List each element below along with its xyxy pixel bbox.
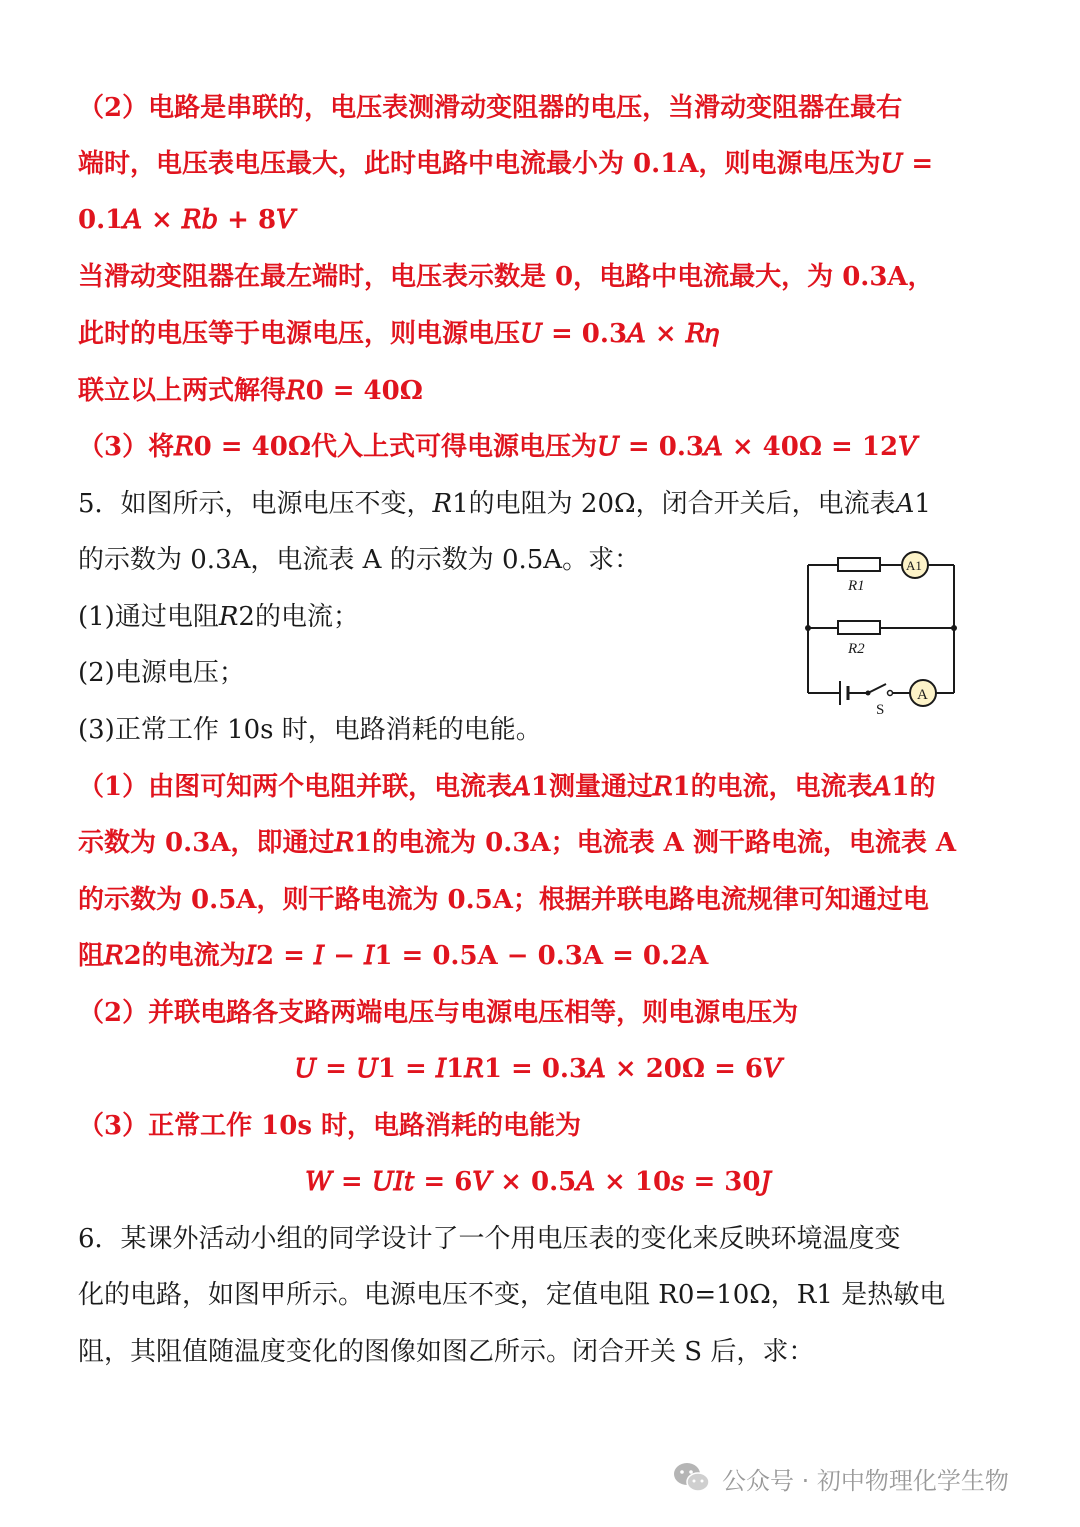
wechat-icon [672,1460,712,1496]
answer-5-3-line: （3）正常工作 10s 时，电路消耗的电能为 [78,1111,582,1141]
answer-4-2-line-1: （2）电路是串联的，电压表测滑动变阻器的电压，当滑动变阻器在最右 [78,93,903,123]
a-label: A [917,687,928,703]
watermark [672,1456,1009,1500]
answer-4-2-line-2: 端时，电压表电压最大，此时电路中电流最小为 0.1A，则电源电压为𝑈 = [78,149,934,179]
resistor-r1 [838,558,880,571]
watermark-text: 公众号 · 初中物理化学生物 [722,1466,1009,1495]
question-5-line-2: 的示数为 0.3A，电流表 A 的示数为 0.5A。求： [78,545,641,575]
parallel-circuit-diagram [800,548,965,723]
s-label: S [876,702,885,718]
question-5-line-1: 5．如图所示，电源电压不变，𝑅1的电阻为 20Ω，闭合开关后，电流表𝐴1 [78,489,931,519]
a1-label: A1 [906,558,922,573]
question-6-line-2: 化的电路，如图甲所示。电源电压不变，定值电阻 R0=10Ω，R1 是热敏电 [78,1280,946,1310]
answer-5-1-line-2: 示数为 0.3A，即通过𝑅1的电流为 0.3A；电流表 A 测干路电流，电流表 A [78,828,957,858]
answer-4-2-line-4: 当滑动变阻器在最左端时，电压表示数是 0，电路中电流最大，为 0.3A， [78,262,934,292]
answer-4-2-line-5: 此时的电压等于电源电压，则电源电压𝑈 = 0.3𝐴 × 𝑅𝜂 [78,319,720,349]
switch-pivot [866,691,871,696]
question-5-item-3: (3)正常工作 10s 时，电路消耗的电能。 [78,715,542,745]
switch-s-blade [868,684,886,693]
answer-4-2-line-3: 0.1𝐴 × 𝑅𝑏 + 8𝑉 [78,205,295,235]
question-5-item-1: (1)通过电阻𝑅2的电流； [78,602,359,632]
question-6-line-1: 6．某课外活动小组的同学设计了一个用电压表的变化来反映环境温度变 [78,1224,901,1254]
switch-contact [888,691,893,696]
r1-label: R1 [848,578,865,594]
answer-5-1-line-3: 的示数为 0.5A，则干路电流为 0.5A；根据并联电路电流规律可知通过电 [78,885,929,915]
resistor-r2 [838,621,880,634]
answer-5-1-line-1: （1）由图可知两个电阻并联，电流表𝐴1测量通过𝑅1的电流，电流表𝐴1的 [78,772,936,802]
answer-4-2-line-6: 联立以上两式解得𝑅0 = 40Ω [78,376,423,406]
answer-4-3-line: （3）将𝑅0 = 40Ω代入上式可得电源电压为𝑈 = 0.3𝐴 × 40Ω = 12𝑉 [78,432,917,462]
answer-5-2-line: （2）并联电路各支路两端电压与电源电压相等，则电源电压为 [78,998,799,1028]
junction-left [805,625,811,631]
answer-5-3-formula: 𝑊 = 𝑈𝐼𝑡 = 6𝑉 × 0.5𝐴 × 10𝑠 = 30𝐽 [305,1167,771,1197]
answer-5-2-formula: 𝑈 = 𝑈1 = 𝐼1𝑅1 = 0.3𝐴 × 20Ω = 6𝑉 [294,1054,782,1084]
junction-right [951,625,957,631]
question-6-line-3: 阻，其阻值随温度变化的图像如图乙所示。闭合开关 S 后，求： [78,1337,815,1367]
answer-5-1-line-4: 阻𝑅2的电流为𝐼2 = 𝐼 − 𝐼1 = 0.5A − 0.3A = 0.2A [78,941,709,971]
r2-label: R2 [848,641,865,657]
question-5-item-2: (2)电源电压； [78,658,245,688]
